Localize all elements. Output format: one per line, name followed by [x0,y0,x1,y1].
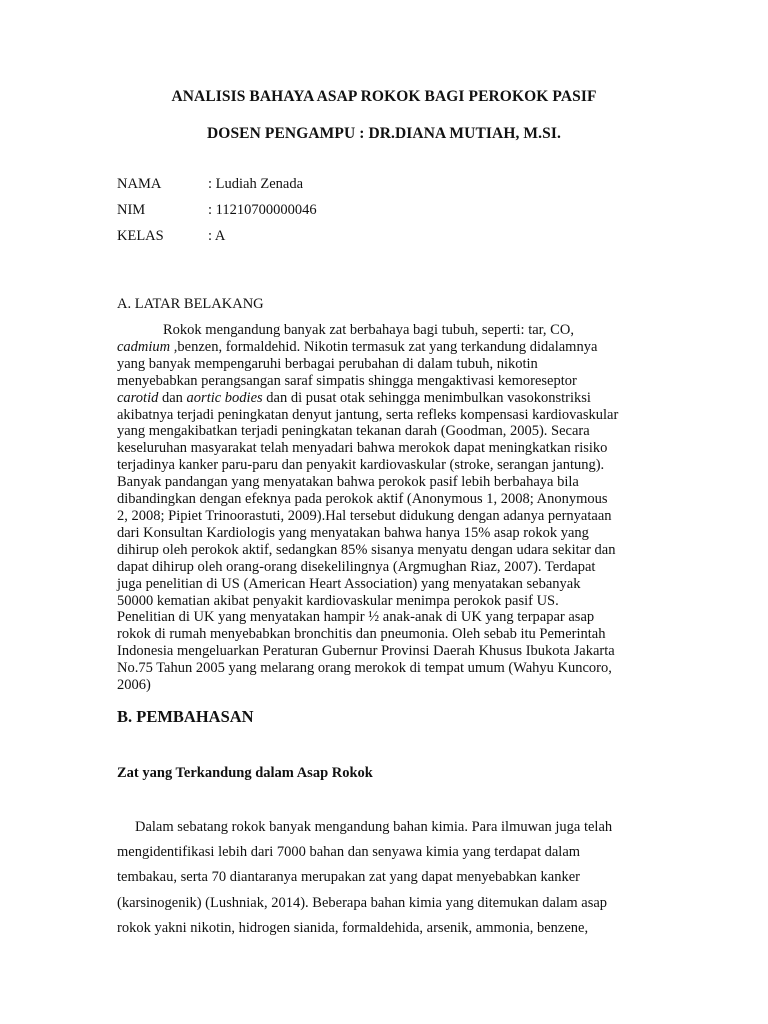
info-value: : 11210700000046 [208,202,317,218]
line-text: dan [158,389,187,406]
paragraph-line [117,339,662,356]
paragraph-line [117,643,662,660]
line-text: rokok yakni nikotin, hidrogen sianida, formaldehida, arsenik, ammonia, benzene, [117,919,589,936]
section-b-paragraph [117,815,662,941]
paragraph-line [117,677,662,694]
line-text: Penelitian di UK yang menyatakan hampir ½ anak-anak di UK yang terpapar asap [117,609,595,626]
paragraph-line [117,576,662,593]
paragraph-line [117,423,662,440]
line-text: dibandingkan dengan efeknya pada perokok aktif (Anonymous 1, 2008; Anonymous [117,491,608,508]
paragraph-line [117,609,662,626]
line-text: mengidentifikasi lebih dari 7000 bahan dan senyawa kimia yang terdapat dalam [117,844,581,861]
paragraph-line [117,474,662,491]
paragraph-line [117,440,662,457]
section-a-heading: A. LATAR BELAKANG [117,296,264,312]
paragraph-line [117,660,662,677]
paragraph-line [117,891,662,916]
line-text: Banyak pandangan yang menyatakan bahwa perokok pasif lebih berbahaya bila [117,474,579,491]
line-text: juga penelitian di US (American Heart Association) yang menyatakan sebanyak [117,575,581,592]
paragraph-line [117,626,662,643]
section-a-paragraph [117,322,662,694]
paragraph-line [117,865,662,890]
document-title: ANALISIS BAHAYA ASAP ROKOK BAGI PEROKOK PASIF [171,88,597,105]
paragraph-line [117,815,662,840]
info-value: : Ludiah Zenada [208,176,304,192]
info-label: NAMA [117,176,162,192]
info-row-nama [117,176,303,193]
line-text: Dalam sebatang rokok banyak mengandung bahan kimia. Para ilmuwan juga telah [135,819,613,835]
paragraph-line [117,407,662,424]
section-b-heading: B. PEMBAHASAN [117,707,254,726]
line-text: dari Konsultan Kardiologis yang menyatakan bahwa hanya 15% asap rokok yang [117,524,589,541]
line-text: Rokok mengandung banyak zat berbahaya bagi tubuh, seperti: tar, CO, [163,322,574,338]
line-text: dapat dihirup oleh orang-orang disekelilingnya (Argmughan Riaz, 2007). Terdapat [117,558,596,575]
line-text: rokok di rumah menyebabkan bronchitis dan pneumonia. Oleh sebab itu Pemerintah [117,626,606,643]
paragraph-line [117,916,662,941]
section-b-subheading: Zat yang Terkandung dalam Asap Rokok [117,765,373,781]
line-text: keseluruhan masyarakat telah menyadari bahwa merokok dapat meningkatkan risiko [117,440,608,457]
paragraph-line [117,593,662,610]
italic-term: cadmium [117,338,171,355]
line-text: 50000 kematian akibat penyakit kardiovaskular menimpa perokok pasif US. [117,592,559,609]
paragraph-line [117,542,662,559]
info-label: NIM [117,202,146,218]
paragraph-line [117,356,662,373]
line-text: menyebabkan perangsangan saraf simpatis shingga mengaktivasi kemoreseptor [117,372,577,389]
line-text: dan di pusat otak sehingga menimbulkan vasokonstriksi [262,389,591,406]
info-value: : A [208,228,226,244]
paragraph-line [117,508,662,525]
info-row-nim [117,202,317,219]
line-text: Indonesia mengeluarkan Peraturan Gubernur Provinsi Daerah Khusus Ibukota Jakarta [117,643,615,660]
line-text: (karsinogenik) (Lushniak, 2014). Beberapa bahan kimia yang ditemukan dalam asap [117,894,608,911]
italic-term: carotid [117,389,159,406]
paragraph-line [117,559,662,576]
paragraph-line [117,457,662,474]
line-text: terjadinya kanker paru-paru dan penyakit kardiovaskular (stroke, serangan jantung). [117,457,605,474]
paragraph-line [117,525,662,542]
italic-term: aortic bodies [186,389,263,406]
line-text: No.75 Tahun 2005 yang melarang orang merokok di tempat umum (Wahyu Kuncoro, [117,660,612,677]
line-text: tembakau, serta 70 diantaranya merupakan zat yang dapat menyebabkan kanker [117,869,580,886]
line-text: ,benzen, formaldehid. Nikotin termasuk zat yang terkandung didalamnya [170,338,598,355]
info-label: KELAS [117,228,164,244]
paragraph-line [117,322,662,339]
line-text: 2006) [117,677,151,694]
paragraph-line [117,373,662,390]
line-text: akibatnya terjadi peningkatan denyut jantung, serta refleks kompensasi kardiovaskular [117,406,619,423]
paragraph-line [117,491,662,508]
line-text: 2, 2008; Pipiet Trinoorastuti, 2009).Hal tersebut didukung dengan adanya pernyataan [117,507,612,524]
line-text: yang banyak mempengaruhi berbagai perubahan di dalam tubuh, nikotin [117,355,538,372]
line-text: dihirup oleh perokok aktif, sedangkan 85% sisanya menyatu dengan udara sekitar dan [117,541,616,558]
line-text: yang mengakibatkan terjadi peningkatan tekanan darah (Goodman, 2005). Secara [117,423,590,440]
info-row-kelas [117,228,225,245]
paragraph-line [117,840,662,865]
paragraph-line [117,390,662,407]
lecturer-line: DOSEN PENGAMPU : DR.DIANA MUTIAH, M.SI. [207,125,561,142]
